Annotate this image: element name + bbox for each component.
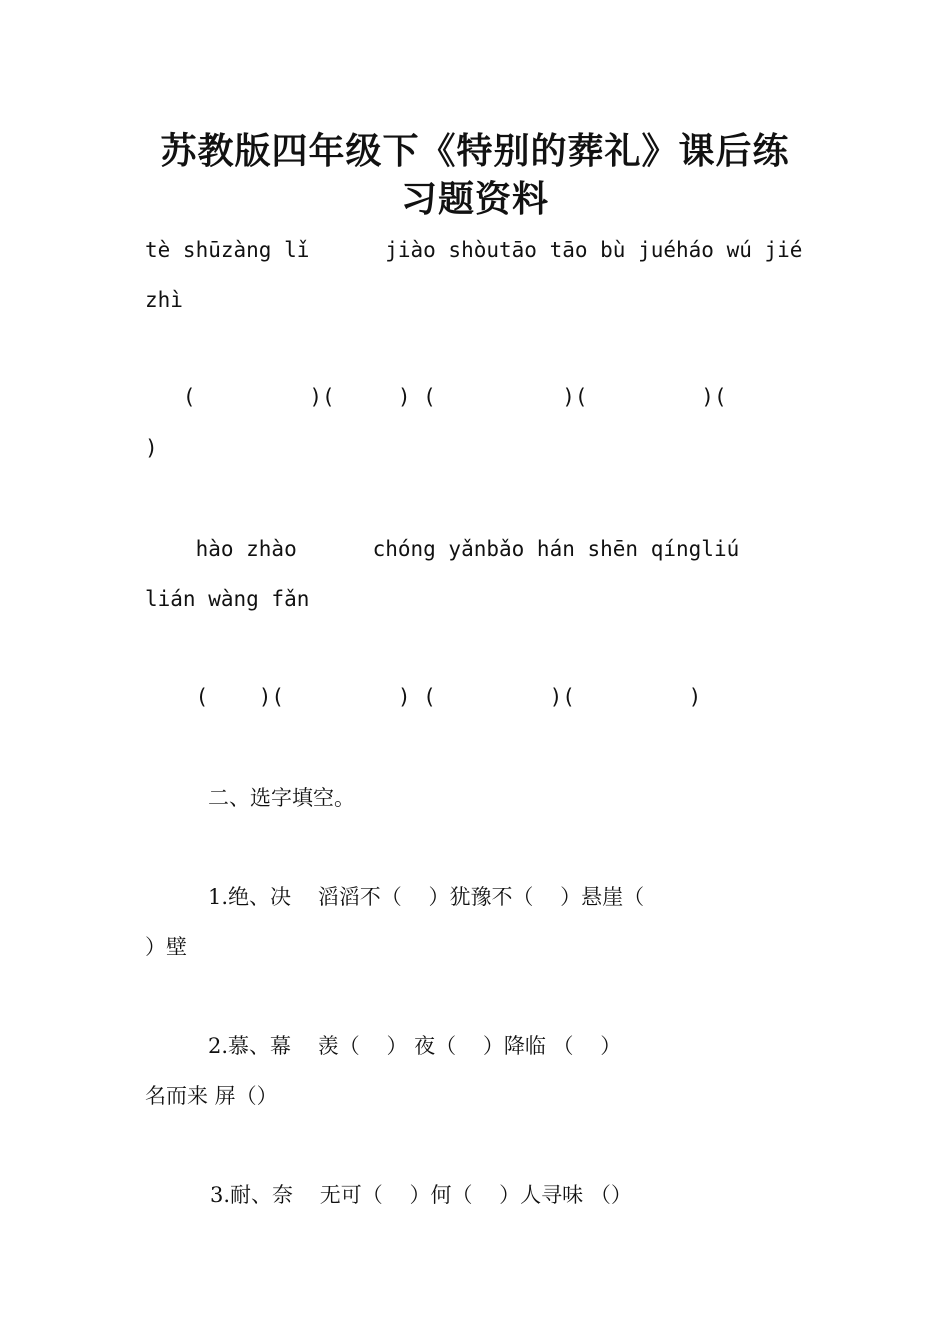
pinyin-row-1-line-1: tè shūzàng lǐ jiào shòutāo tāo bù juéháo wú jié xyxy=(145,238,803,262)
answer-blanks-row-1-line-2: ) xyxy=(145,436,158,460)
answer-blanks-row-1-line-1: ( )( ) ( )( )( xyxy=(145,385,727,409)
section-2-heading: 二、选字填空。 xyxy=(208,786,355,810)
document-title-line-2: 习题资料 xyxy=(400,179,549,220)
question-2-line-2: 名而来 屏（） xyxy=(145,1084,278,1108)
pinyin-row-2-line-2: lián wàng fǎn xyxy=(145,587,310,611)
pinyin-row-2-line-1: hào zhào chóng yǎnbǎo hán shēn qíngliú xyxy=(145,537,740,561)
pinyin-row-1-line-2: zhì xyxy=(145,288,183,312)
question-2-line-1: 2.慕、幕 羡（ ） 夜（ ）降临 （ ） xyxy=(208,1034,622,1058)
document-title-line-1: 苏教版四年级下《特别的葬礼》课后练 xyxy=(160,131,790,172)
question-1-line-1: 1.绝、决 滔滔不（ ）犹豫不（ ）悬崖（ xyxy=(208,885,645,909)
question-1-line-2: ）壁 xyxy=(145,935,187,959)
answer-blanks-row-2: ( )( ) ( )( ) xyxy=(145,685,702,709)
question-3-line-1: 3.耐、奈 无可（ ）何（ ）人寻味 （） xyxy=(210,1183,632,1207)
